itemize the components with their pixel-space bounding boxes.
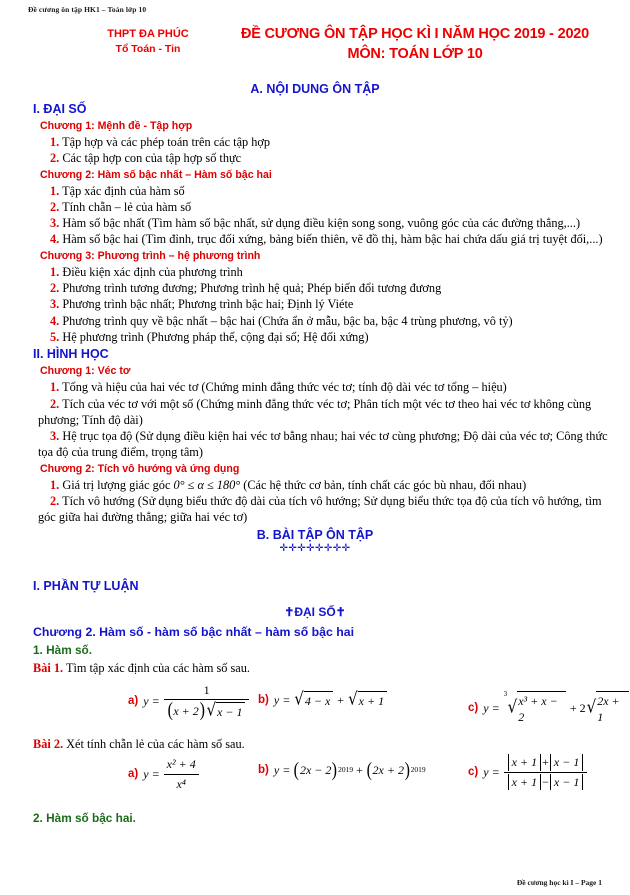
paren-open: ( xyxy=(366,759,372,782)
content-item xyxy=(38,493,630,526)
formula-label-b: b) xyxy=(258,764,269,777)
math-coefficient: 2 xyxy=(579,700,586,715)
radical-sign: √ xyxy=(294,688,304,710)
fraction xyxy=(504,754,588,790)
topic-heading-ham-so-bac-hai: 2. Hàm số bậc hai. xyxy=(33,811,136,826)
section-heading-hinh-hoc: II. HÌNH HỌC xyxy=(33,347,109,362)
math-x-plus-2: x + 2 xyxy=(173,704,199,719)
radical-sign: √ xyxy=(586,697,597,718)
math-plus: + xyxy=(542,755,549,770)
math-y: y xyxy=(143,694,149,709)
content-item xyxy=(38,150,630,166)
running-header: Đề cương ôn tập HK1 – Toán lớp 10 xyxy=(28,5,147,14)
document-content xyxy=(0,100,630,827)
chapter-heading: Chương 3: Phương trình – hệ phương trình xyxy=(40,249,261,262)
chapter-heading: Chương 1: Véc tơ xyxy=(40,365,131,378)
item-text: Tích của véc tơ với một số (Chứng minh đẳng thức véc tơ; Phân tích một véc tơ theo hai véc tơ không cùng phương; Tính độ dài) xyxy=(38,396,592,427)
math-y: y xyxy=(273,692,280,707)
item-text: Hàm số bậc nhất (Tìm hàm số bậc nhất, sử dụng điều kiện song song, vuông góc của các đường thẳng,...) xyxy=(62,216,581,231)
paren-open: ( xyxy=(167,698,173,721)
item-number: 2. xyxy=(50,199,60,214)
document-title-line1: ĐỀ CƯƠNG ÔN TẬP HỌC KÌ I NĂM HỌC 2019 - 2020 xyxy=(240,26,590,42)
item-number: 2. xyxy=(50,396,60,411)
radicand: 2x + 1 xyxy=(596,691,629,726)
content-item xyxy=(38,280,630,296)
content-item xyxy=(38,264,630,280)
section-a-title: A. NỘI DUNG ÔN TẬP xyxy=(250,82,380,96)
formula-label-a: a) xyxy=(128,768,139,781)
bai2-formula-row xyxy=(33,754,630,794)
math-y: y xyxy=(483,765,489,780)
paren-close: ) xyxy=(199,698,205,721)
item-number: 3. xyxy=(50,297,60,312)
content-item xyxy=(38,329,630,345)
content-item xyxy=(38,199,630,215)
item-text: Tập xác định của hàm số xyxy=(62,183,185,198)
item-text: Điều kiện xác định của phương trình xyxy=(62,264,243,279)
subject-heading-dai-so: ✝ĐẠI SỐ✝ xyxy=(284,605,346,620)
item-number: 1. xyxy=(50,477,60,492)
item-number: 1. xyxy=(50,135,60,149)
radical-sign: √ xyxy=(348,688,358,710)
math-equals: = xyxy=(491,765,500,780)
exponent: 2019 xyxy=(338,765,354,775)
content-item xyxy=(38,313,630,329)
part-heading-tu-luan: I. PHẦN TỰ LUẬN xyxy=(33,579,139,594)
math-equals: = xyxy=(282,763,291,778)
fraction-numerator: x² + 4 xyxy=(166,757,196,772)
item-text-prefix: Giá trị lượng giác góc xyxy=(62,477,174,492)
math-equals: = xyxy=(282,692,291,707)
content-item xyxy=(38,296,630,312)
absolute-value: x + 1 xyxy=(508,754,541,770)
square-root xyxy=(206,701,245,720)
item-text: Phương trình tương đương; Phương trình hệ quả; Phép biến đổi tương đương xyxy=(62,281,442,296)
item-text: Tập hợp và các phép toán trên các tập hợp xyxy=(62,135,271,149)
school-department: Tổ Toán - Tin xyxy=(115,43,181,55)
formula-label-a: a) xyxy=(128,695,139,708)
math-minus: − xyxy=(542,774,549,789)
formula-1a xyxy=(128,682,250,721)
item-number: 1. xyxy=(50,380,60,395)
content-item xyxy=(38,477,630,493)
formula-2b xyxy=(258,759,426,782)
exercise-bai-1 xyxy=(33,660,630,676)
math-equals: = xyxy=(151,694,160,709)
content-item xyxy=(38,183,630,199)
math-y: y xyxy=(143,767,149,782)
content-item xyxy=(38,231,630,247)
fraction-numerator: 1 xyxy=(203,683,210,698)
item-number: 3. xyxy=(50,216,60,231)
document-title xyxy=(210,24,620,64)
formula-label-c: c) xyxy=(468,701,479,714)
math-plus: + xyxy=(337,692,345,707)
cube-root xyxy=(504,690,566,726)
math-plus: + xyxy=(569,700,577,715)
item-text: Hệ phương trình (Phương pháp thế, cộng đại số; Hệ đối xứng) xyxy=(62,329,369,344)
angle-range: 0° ≤ α ≤ 180° xyxy=(173,477,241,492)
formula-2c xyxy=(468,754,588,790)
fraction xyxy=(164,756,199,792)
radicand: x + 1 xyxy=(358,691,387,709)
school-block xyxy=(68,27,228,57)
page-footer: Đề cương học kì I – Page 1 xyxy=(516,878,602,887)
bai1-formula-row xyxy=(33,680,630,725)
content-item xyxy=(38,215,630,231)
topic-heading-ham-so: 1. Hàm số. xyxy=(33,643,93,658)
absolute-value: x + 1 xyxy=(508,774,541,790)
formula-1b xyxy=(258,690,388,709)
item-number: 2. xyxy=(50,281,60,296)
root-index: 3 xyxy=(503,690,508,699)
radical-sign: √ xyxy=(507,697,518,718)
exercise-text: Tìm tập xác định của các hàm số sau. xyxy=(65,660,250,675)
exercise-text: Xét tính chẵn lẻ của các hàm số sau. xyxy=(66,737,245,752)
item-text: Phương trình bậc nhất; Phương trình bậc hai; Định lý Viéte xyxy=(62,297,354,312)
item-number: 1. xyxy=(50,183,60,198)
item-text: Tổng và hiệu của hai véc tơ (Chứng minh đẳng thức véc tơ; tính độ dài véc tơ tổng – hiệu) xyxy=(62,380,507,395)
item-number: 4. xyxy=(50,232,60,247)
chapter-heading: Chương 2: Tích vô hướng và ứng dụng xyxy=(40,462,240,475)
chapter-heading: Chương 2: Hàm số bậc nhất – Hàm số bậc hai xyxy=(40,168,272,181)
fraction-denominator xyxy=(164,700,250,720)
fraction xyxy=(164,682,250,721)
item-text: Phương trình quy về bậc nhất – bậc hai (Chứa ẩn ở mẫu, bậc ba, bậc 4 trùng phương, vô tỷ) xyxy=(62,313,513,328)
exercise-label: Bài 2. xyxy=(33,737,64,752)
formula-2a xyxy=(128,756,200,792)
item-number: 3. xyxy=(50,429,60,444)
formula-1c xyxy=(468,690,630,726)
radical-sign: √ xyxy=(206,700,217,721)
content-item xyxy=(38,134,630,150)
item-text: Tích vô hướng (Sử dụng biểu thức độ dài của tích vô hướng; Sử dụng biểu thức tọa độ của tích vô hướng, tìm góc giữa hai đường thẳng; giữa hai véc tơ) xyxy=(38,494,602,525)
paren-open: ( xyxy=(293,759,300,782)
item-text: Hệ trục tọa độ (Sử dụng điều kiện hai véc tơ bằng nhau; hai véc tơ cùng phương; Độ dài của véc tơ; Công thức tọa độ của trung điểm, trọng tâm) xyxy=(38,429,608,460)
item-text: Hàm số bậc hai (Tìm đỉnh, trục đối xứng, bảng biến thiên, vẽ đồ thị, hàm bậc hai chứa dấu giá trị tuyệt đối,...) xyxy=(62,232,603,247)
item-number: 5. xyxy=(50,329,60,344)
exponent: 2019 xyxy=(410,765,426,775)
math-equals: = xyxy=(151,767,160,782)
school-name: THPT ĐA PHÚC xyxy=(107,28,189,40)
absolute-value: x − 1 xyxy=(550,774,583,790)
content-item xyxy=(38,379,630,395)
exercise-bai-2 xyxy=(33,736,630,752)
square-root xyxy=(294,690,333,709)
item-number: 1. xyxy=(50,264,60,279)
content-item xyxy=(38,396,630,429)
paren-close: ) xyxy=(332,759,338,782)
math-equals: = xyxy=(491,700,500,715)
item-text: Các tập hợp con của tập hợp số thực xyxy=(62,151,242,166)
item-number: 2. xyxy=(50,494,60,509)
section-b-title: B. BÀI TẬP ÔN TẬP xyxy=(256,527,374,542)
formula-label-b: b) xyxy=(258,693,269,706)
item-number: 2. xyxy=(50,151,60,166)
chapter-heading: Chương 1: Mệnh đề - Tập hợp xyxy=(40,120,193,132)
masthead xyxy=(0,24,630,72)
item-text-suffix: (Các hệ thức cơ bản, tính chất các góc bù nhau, đối nhau) xyxy=(240,477,527,492)
decoration-row: ✛✛✛✛✛✛✛✛ xyxy=(279,543,351,555)
paren-close: ) xyxy=(404,759,410,782)
math-y: y xyxy=(273,763,280,778)
exercise-chapter-heading: Chương 2. Hàm số - hàm số bậc nhất – hàm số bậc hai xyxy=(33,624,355,639)
square-root xyxy=(348,690,387,709)
item-text: Tính chẵn – lẻ của hàm số xyxy=(62,199,192,214)
math-2x-minus-2: 2x − 2 xyxy=(299,763,332,778)
radicand: 4 − x xyxy=(304,691,333,709)
exercise-label: Bài 1. xyxy=(33,660,64,675)
fraction-denominator: x⁴ xyxy=(176,776,186,791)
section-heading-dai-so: I. ĐẠI SỐ xyxy=(33,102,87,116)
fraction-denominator xyxy=(504,773,588,790)
item-number: 4. xyxy=(50,313,60,328)
math-y: y xyxy=(483,700,489,715)
document-title-line2: MÔN: TOÁN LỚP 10 xyxy=(347,46,483,62)
formula-label-c: c) xyxy=(468,766,479,779)
radicand: x − 1 xyxy=(216,702,245,720)
square-root xyxy=(587,690,629,726)
radicand: x³ + x − 2 xyxy=(517,691,566,726)
absolute-value: x − 1 xyxy=(550,754,583,770)
fraction-numerator xyxy=(504,754,588,771)
math-2x-plus-2: 2x + 2 xyxy=(372,763,404,778)
math-plus: + xyxy=(356,763,363,778)
content-item xyxy=(38,428,630,461)
